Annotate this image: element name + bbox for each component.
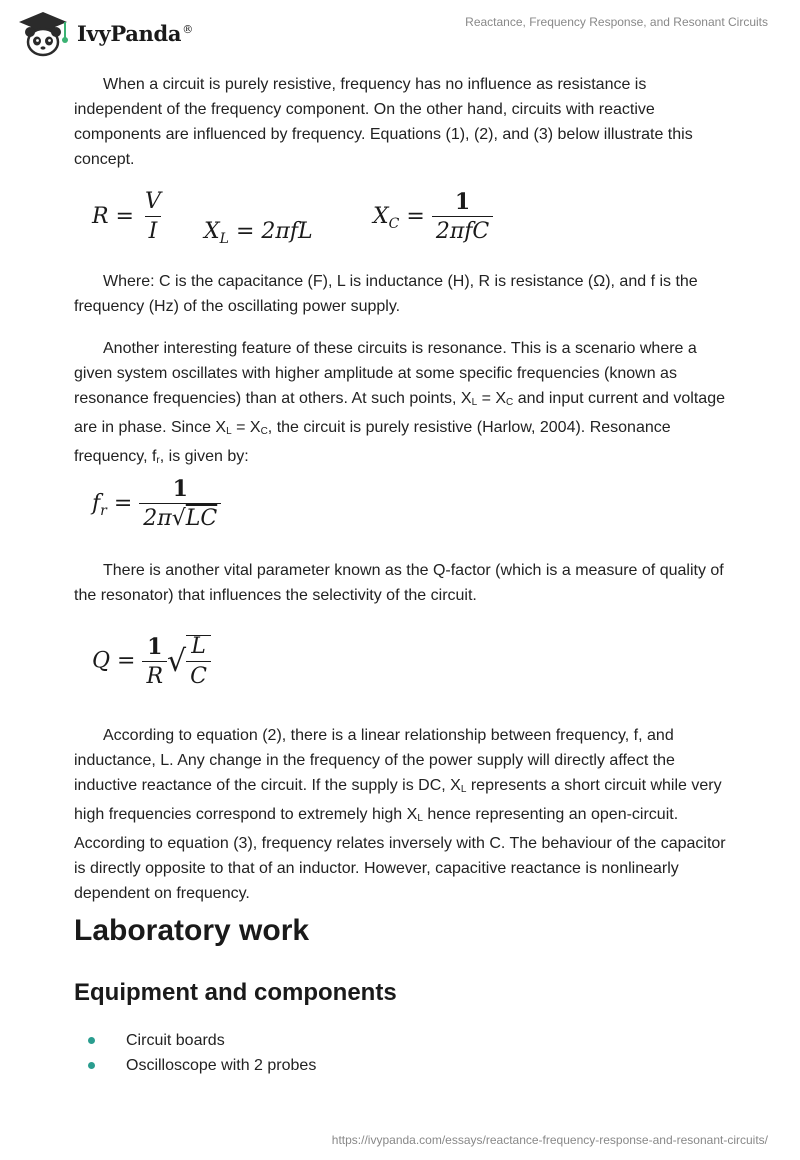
paragraph-definitions: Where: C is the capacitance (F), L is inductance (H), R is resistance (Ω), and f is the frequency (Hz) of the oscillating power supply.	[74, 273, 698, 315]
heading-laboratory-work: Laboratory work	[74, 914, 310, 947]
equation-resonance-frequency: $f_r$ = $\frac{1}{2\pi√LC}$	[92, 478, 221, 530]
paragraph-q-factor: There is another vital parameter known as the Q-factor (which is a measure of quality of the resonator) that influences the selectivity of the circuit.	[74, 562, 724, 604]
paragraph-inductance-relationship: According to equation (2), there is a linear relationship between frequency, f, and inductance, L. Any change in the frequency of the power supply will directly affect the inductive reactance of the circuit. If the supply is DC, $X_L$ represents a short circuit while very high frequencies correspond to extremely high $X_L$ hence representing an open-circuit. According to equation (3), frequency relates inversely with C. The behaviour of the capacitor is directly opposite to that of an inductor. However, capacitive reactance is nonlinearly dependent on frequency.	[74, 727, 726, 902]
list-item: Circuit boards	[86, 1028, 316, 1053]
equation-inductive-reactance: $X_L = 2\pi fL$	[204, 219, 313, 247]
bullet-icon	[88, 1037, 95, 1044]
document-title: Reactance, Frequency Response, and Resonant Circuits	[465, 15, 768, 29]
bullet-icon	[88, 1062, 95, 1069]
source-url-link[interactable]: https://ivypanda.com/essays/reactance-frequency-response-and-resonant-circuits/	[331, 1133, 768, 1147]
equation-q-factor: Q = $\frac{1}{R}$ √ $\frac{L}{C}$	[92, 635, 211, 688]
brand-name[interactable]: IvyPanda®	[77, 21, 193, 46]
paragraph-intro: When a circuit is purely resistive, frequency has no influence as resistance is independent of the frequency component. On the other hand, circuits with reactive components are influenced by frequency. Equations (1), (2), and (3) below illustrate this concept.	[74, 76, 693, 168]
page-header	[0, 0, 800, 70]
equation-resistance: R = $\frac{V}{I}$	[92, 189, 161, 244]
paragraph-resonance: Another interesting feature of these circuits is resonance. This is a scenario where a given system oscillates with higher amplitude at some specific frequencies (known as resonance frequencies) than at others. At such points, $X_L = X_C$ and input current and voltage are in phase. Since $X_L = X_C$, the circuit is purely resistive (Harlow, 2004). Resonance frequency, $f_r$, is given by:	[74, 340, 725, 466]
equation-capacitive-reactance: $X_C$ = $\frac{1}{\text{2πfC}}$	[373, 191, 493, 243]
ivypanda-logo-icon[interactable]	[13, 8, 73, 58]
list-item: Oscilloscope with 2 probes	[86, 1053, 316, 1078]
equipment-list	[86, 1028, 316, 1078]
heading-equipment: Equipment and components	[74, 979, 397, 1006]
